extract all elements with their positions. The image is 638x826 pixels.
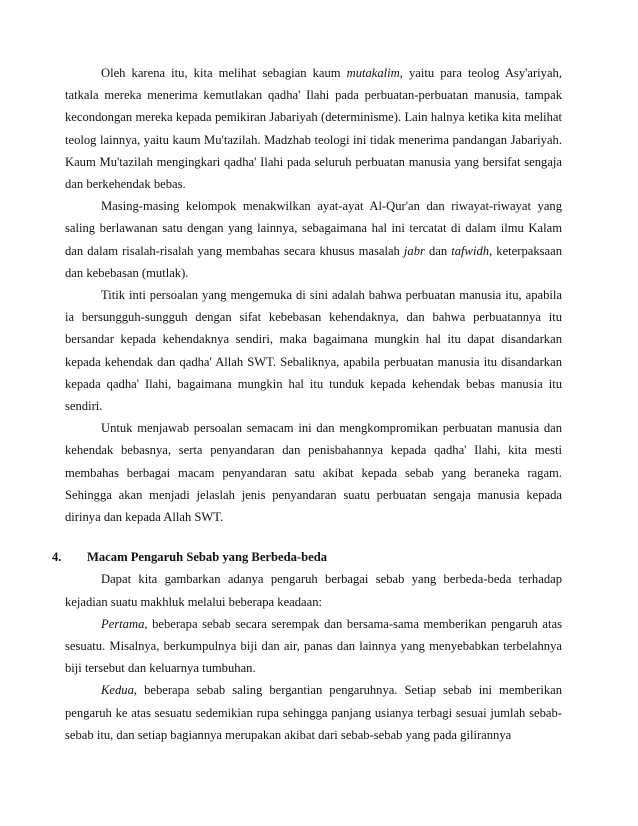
term-pertama: Pertama: [101, 616, 145, 631]
paragraph-2: [65, 195, 562, 284]
paragraph-1: [65, 62, 562, 195]
paragraph-1-text-a: Oleh karena itu, kita melihat sebagian kaum: [101, 66, 347, 80]
paragraph-6: [65, 613, 562, 680]
body-text: [52, 62, 563, 746]
term-jabr: jabr: [403, 243, 425, 258]
paragraph-6-text: , beberapa sebab secara serempak dan bersama-sama memberikan pengaruh atas sesuatu. Misalnya, berkumpulnya biji dan air, panas dan lainnya yang menyebabkan terbelahnya biji tersebut dan keluarnya tumbuhan.: [65, 616, 562, 676]
paragraph-5: Dapat kita gambarkan adanya pengaruh berbagai sebab yang berbeda-beda terhadap kejadian suatu makhluk melalui beberapa keadaan:: [65, 572, 562, 609]
paragraph-3: Titik inti persoalan yang mengemuka di sini adalah bahwa perbuatan manusia itu, apabila ia bersungguh-sungguh dengan sifat kebebasan kehendaknya, dan bahwa perbuatannya itu bersandar kepada kehendaknya sendiri, maka bagaimana mungkin hal itu dapat disandarkan kepada kehendak dan qadha' Allah SWT. Sebaliknya, apabila perbuatan manusia itu disandarkan kepada qadha' Ilahi, bagaimana mungkin hal itu tunduk kepada kehendak bebas manusia itu sendiri.: [65, 288, 562, 414]
section-number: 4.: [52, 550, 62, 565]
term-kedua: Kedua: [101, 683, 134, 698]
paragraph-1-text-b: yaitu para teolog Asy'ariyah, tatkala mereka menerima kemutlakan qadha' Ilahi pada perbuatan-perbuatan manusia, tampak kecondongan mereka kepada pemikiran Jabariyah (determinisme). Lain halnya ketika kita melihat teolog lainnya, yaitu kaum Mu'tazilah. Madzhab teologi ini tidak menerima pandangan Jabariyah. Kaum Mu'tazilah mengingkari qadha' Ilahi pada seluruh perbuatan manusia yang bersifat sengaja dan berkehendak bebas.: [65, 66, 562, 192]
section-title: Macam Pengaruh Sebab yang Berbeda-beda: [87, 550, 327, 565]
paragraph-7: [65, 679, 562, 746]
paragraph-2-text-b: dan: [424, 243, 452, 258]
paragraph-2-text-a: Masing-masing kelompok menakwilkan ayat-ayat Al-Qur'an dan riwayat-riwayat yang saling berlawanan satu dengan yang lainnya, sebagaimana hal ini tercatat di dalam ilmu Kalam dan dalam risalah-risalah yang membahas secara khusus masalah: [65, 199, 562, 258]
section-heading: [52, 546, 562, 568]
term-mutakalim: mutakalim,: [346, 66, 403, 80]
term-tafwidh: tafwidh: [451, 243, 490, 258]
paragraph-4: Untuk menjawab persoalan semacam ini dan mengkompromikan perbuatan manusia dan kehendak bebasnya, serta penyandaran dan penisbahannya kepada qadha' Ilahi, kita mesti membahas berbagai macam penyandaran satu akibat kepada sebab yang beraneka ragam. Sehingga akan menjadi jelaslah jenis penyandaran suatu perbuatan sengaja manusia kepada dirinya dan kepada Allah SWT.: [65, 421, 562, 525]
paragraph-2-text-c: , keterpaksaan dan kebebasan (mutlak).: [65, 243, 563, 280]
paragraph-7-text: , beberapa sebab saling bergantian pengaruhnya. Setiap sebab ini memberikan pengaruh ke atas sesuatu sedemikian rupa sehingga panjang usianya terbagi sesuai jumlah sebab-sebab itu, dan setiap bagiannya merupakan akibat dari sebab-sebab yang pada gilirannya: [65, 683, 562, 742]
